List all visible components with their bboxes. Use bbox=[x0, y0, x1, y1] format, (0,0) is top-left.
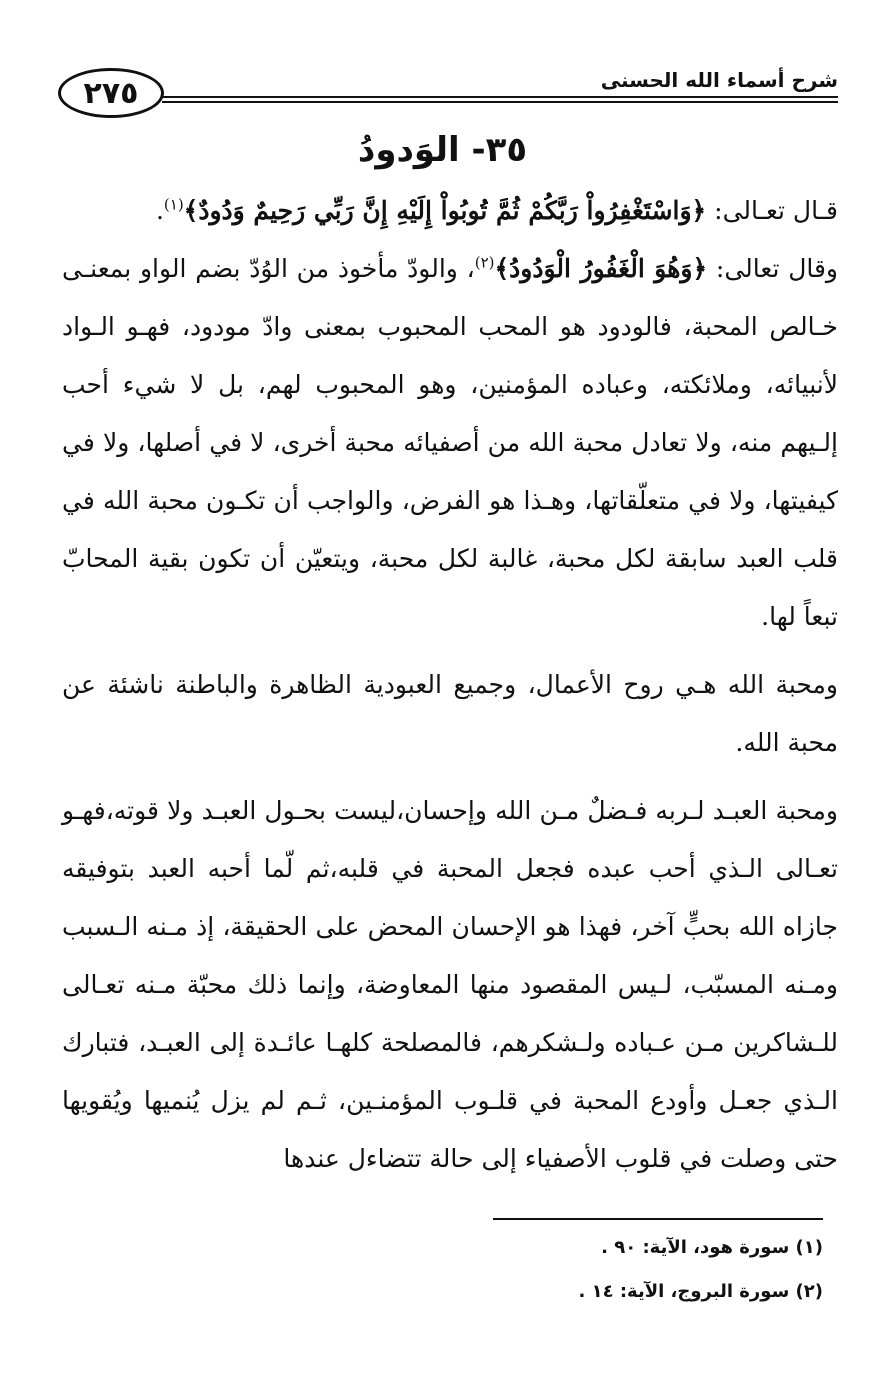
sentence-end: . bbox=[155, 196, 164, 225]
footnote-ref-2: (٢) bbox=[474, 253, 495, 272]
footnote-2: (٢) سورة البروج، الآية: ١٤ . bbox=[578, 1281, 823, 1302]
paragraph-1-text: ، والودّ مأخوذ من الوُدّ بضم الواو بمعنـى خـالص المحبة، فالودود هو المحب المحبوب بمعنى وادّ مودود، فهـو الـواد لأنبيائه، وملائكته، وعباده المؤمنين، وهو المحبوب لهم، بل لا شيء أحب إلـيهم منه، ولا تعادل محبة الله من أصفيائه محبة أخرى، لا في أصلها، ولا في كيفيتها، ولا في متعلّقاتها، وهـذا هو الفرض، والواجب أن تكـون محبة الله في قلب العبد سابقة لكل محبة، غالبة لكل محبة، ويتعيّن أن تكون بقية المحابّ تبعاً لها. bbox=[62, 254, 838, 631]
paragraph-1 bbox=[62, 182, 838, 646]
verse-intro-2: وقال تعالى: bbox=[707, 254, 839, 283]
chapter-heading: ٣٥- الوَدودُ bbox=[357, 130, 528, 170]
footnote-1: (١) سورة هود، الآية: ٩٠ . bbox=[601, 1237, 823, 1258]
footnote-divider bbox=[493, 1218, 823, 1220]
quran-verse-1: ﴿وَاسْتَغْفِرُواْ رَبَّكُمْ ثُمَّ تُوبُواْ إِلَيْهِ إِنَّ رَبِّي رَحِيمٌ وَدُودٌ﴾ bbox=[183, 196, 707, 225]
quran-verse-2: ﴿وَهُوَ الْغَفُورُ الْوَدُودُ﴾ bbox=[494, 254, 708, 283]
header-divider bbox=[162, 96, 838, 103]
footnotes bbox=[47, 1226, 823, 1314]
footnote-ref-1: (١) bbox=[163, 195, 184, 214]
page-header bbox=[58, 62, 838, 132]
page-number: ٢٧٥ bbox=[58, 68, 164, 118]
running-title: شرح أسماء الله الحسنى bbox=[597, 68, 838, 92]
body-text bbox=[62, 182, 838, 1188]
paragraph-3: ومحبة العبـد لـربه فـضلٌ مـن الله وإحسان،ليست بحـول العبـد ولا قوته،فهـو تعـالى الـذي أحب عبده فجعل المحبة في قلبه،ثم لّما أحبه العبد بتوفيقه جازاه الله بحبٍّ آخر، فهذا هو الإحسان المحض على الحقيقة، إذ مـنه الـسبب ومـنه المسبّب، لـيس المقصود منها المعاوضة، وإنما ذلك محبّة مـنه تعـالى للـشاكرين مـن عـباده ولـشكرهم، فالمصلحة كلهـا عائـدة إلى العبـد، فتبارك الـذي جعـل وأودع المحبة في قلـوب المؤمنـين، ثـم لم يزل يُنميها ويُقويها حتى وصلت في قلوب الأصفياء إلى حالة تتضاءل عندها bbox=[62, 796, 838, 1173]
verse-intro-1: قـال تعـالى: bbox=[706, 196, 838, 225]
paragraph-2: ومحبة الله هـي روح الأعمال، وجميع العبودية الظاهرة والباطنة ناشئة عن محبة الله. bbox=[62, 670, 838, 757]
